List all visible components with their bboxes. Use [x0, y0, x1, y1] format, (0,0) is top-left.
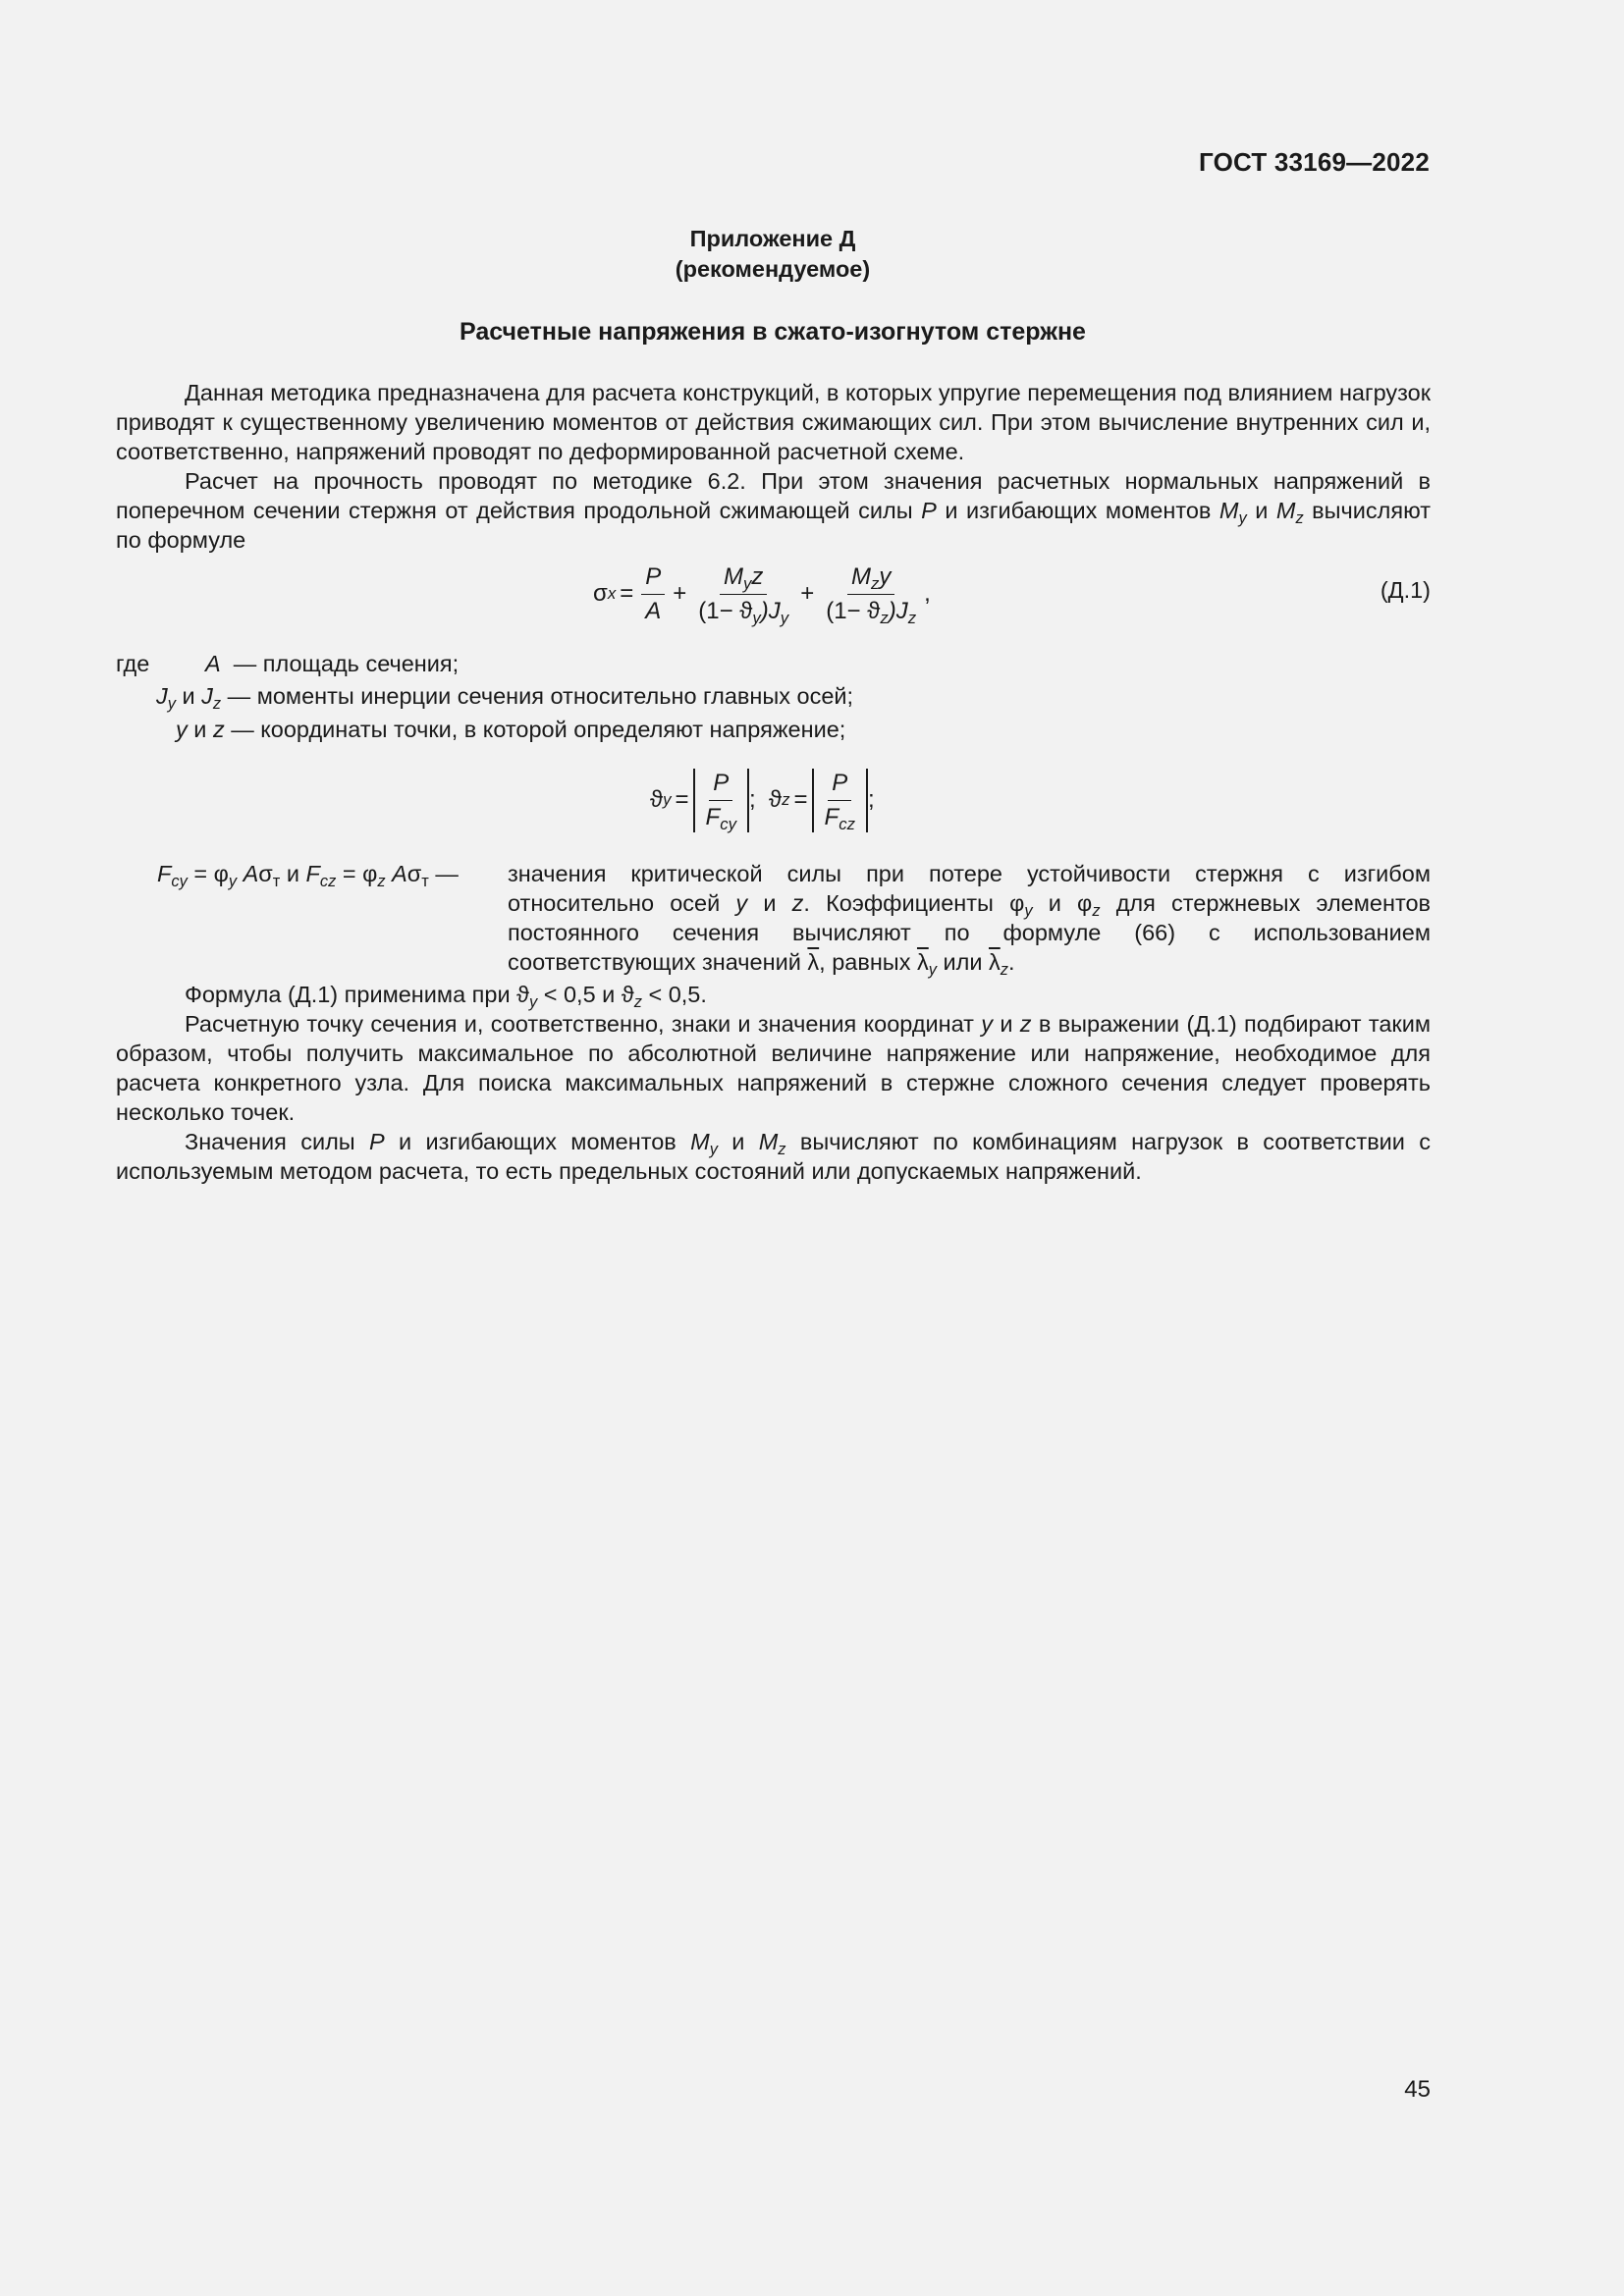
formula-d1 — [0, 550, 1545, 638]
critical-force-term: $F_{cy} = \varphi_y$ $A\sigma_т$ и $F_{cz} = \varphi_z$ $A\sigma_т$ — — [157, 861, 459, 890]
equation-number: (Д.1) — [1380, 577, 1431, 603]
closing-text — [116, 980, 1431, 1186]
paragraph-load-combinations: Значения силы P и изгибающих моментов $M_y$ и $M_z$ вычисляют по комбинациям нагрузок в соответствии с используемым методом расчета, то есть предельных состояний или допускаемых напряжений. — [116, 1129, 1432, 1184]
fraction-mz-term: $\frac{M_zy}{(1- ϑ_z)J_z}$ — [826, 562, 917, 627]
fraction-p-over-a: $\frac{P}{A}$ — [641, 562, 665, 626]
formula-d1-expression: σ x = $\frac{P}{A}$ + $\frac{M_yz}{(1- ϑ_y)J_y}$ + $\frac{M_zy}{(1- ϑ_z)J_z}$ , — [593, 562, 931, 627]
paragraph-1: Данная методика предназначена для расчета конструкций, в которых упругие перемещения под влиянием нагрузок приводят к существенному увеличению моментов от действия сжимающих сил. При этом вычисление внутренних сил и, соответственно, напряжений проводят по деформированной расчетной схеме. — [116, 380, 1431, 464]
paragraph-applicability: Формула (Д.1) применима при $ϑ_y < 0,5$ и $ϑ_z < 0,5$. — [185, 982, 707, 1011]
abs-p-over-fcz: $\frac{P}{F_{cz}}$ — [812, 769, 868, 832]
annex-status: (рекомендуемое) — [675, 256, 871, 282]
section-title: Расчетные напряжения в сжато-изогнутом стержне — [460, 318, 1086, 346]
abs-p-over-fcy: $\frac{P}{F_{cy}}$ — [693, 769, 749, 832]
annex-title: Приложение Д — [689, 226, 856, 251]
where-item-area: A — площадь сечения; — [205, 651, 460, 676]
where-item-coordinates: y и z — координаты точки, в которой определяют напряжение; — [176, 717, 846, 742]
critical-force-definition: значения критической силы при потере устойчивости стержня с изгибом относительно осей y и z. Коэффициенты $\varphi_y$ и $\varphi_z$ для стержневых элементов постоянного сечения вычисляют по формуле (66) с использованием соответствующих значений $\overline{\lambda}$, равных $\overline{\lambda}_y$ или $\overline{\lambda}_z$. — [508, 861, 1432, 979]
fraction-my-term: $\frac{M_yz}{(1- ϑ_y)J_y}$ — [698, 562, 789, 627]
where-lead: где — [116, 651, 150, 676]
paragraph-2: Расчет на прочность проводят по методике 6.2. При этом значения расчетных нормальных напряжений в поперечном сечении стержня от действия продольной сжимающей силы P и изгибающих моментов $M_y$ и $M_z$ вычисляют по формуле — [116, 468, 1431, 553]
theta-formula: ϑ y = $\frac{P}{F_{cy}}$ ; ϑ z = $\frac{P}{F_{cz}}$ ; — [650, 769, 875, 833]
where-item-inertia: $J_y$ и $J_z$ — моменты инерции сечения относительно главных осей; — [156, 683, 854, 713]
intro-text — [116, 378, 1431, 555]
annex-heading — [0, 224, 1545, 285]
document-code: ГОСТ 33169—2022 — [1199, 147, 1430, 177]
page-number: 45 — [1404, 2076, 1431, 2103]
paragraph-design-point: Расчетную точку сечения и, соответственно, знаки и значения координат y и z в выражении (Д.1) подбирают таким образом, чтобы получить максимальное по абсолютной величине напряжение или напряжение, необходимое для расчета конкретного узла. Для поиска максимальных напряжений в стержне сложного сечения следует проверять несколько точек. — [116, 1011, 1431, 1125]
